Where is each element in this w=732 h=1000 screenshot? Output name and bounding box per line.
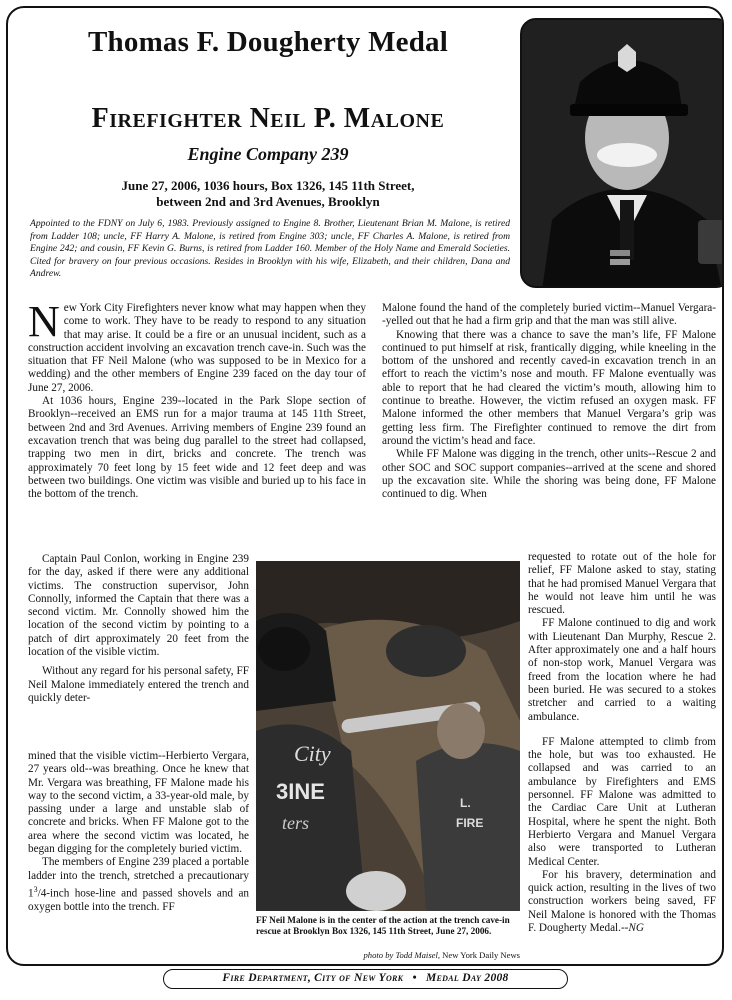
footer-event: Medal Day 2008 [426,972,509,984]
trench-rescue-image [256,561,520,911]
jacket-lettering-lower: ters [282,813,309,833]
helmet-lettering: City [294,741,331,766]
article-paragraph: FF Malone continued to dig and work with Lieutenant Dan Murphy, Rescue 2. After approximately one and a half hours of non-stop work, Manuel Vergara was freed from the location where he had been buried. He was secured to a stokes stretcher and carried to a waiting ambulance. [528,617,716,723]
rescue-photo [256,561,520,911]
photo-credit [256,950,520,960]
article-paragraph: Malone found the hand of the completely buried victim--Manuel Vergara--yelled out that he had a firm grip and that the man was still alive. [382,302,716,328]
photo-caption: FF Neil Malone is in the center of the action at the trench cave-in rescue at Brooklyn Box 1326, 145 11th Street, June 27, 2006. [256,915,510,936]
article-paragraph: FF Malone attempted to climb from the hole, but was too exhausted. He collapsed and was carried to an ambulance by Firefighters and EMS personnel. FF Malone was admitted to the Cardiac Care Unit at Lutheran Hospital, where he spent the night. Both Herbierto Vergara and Manuel Vergara also were transported to Lutheran Medical Center. [528,735,716,868]
article-column-1 [28,297,366,501]
credit-source: New York Daily News [442,950,520,960]
incident-line: between 2nd and 3rd Avenues, Brooklyn [156,194,380,209]
right-jacket-unit-lettering: L. [460,796,471,810]
article-column-1-middle [28,553,249,705]
honoree-name: Firefighter Neil P. Malone [91,103,445,134]
article-paragraph: Captain Paul Conlon, working in Engine 239 for the day, asked if there were any additional victims. The construction supervisor, John Connolly, informed the Captain that there was a second victim. Mr. Connolly showed him the location of the second victim by pointing to a patch of dirt approximately 20 feet from the location of the visible victim. [28,553,249,659]
company-name: Engine Company 239 [187,144,349,164]
article-paragraph [28,297,366,395]
biography: Appointed to the FDNY on July 6, 1983. Previously assigned to Engine 8. Brother, Lieutenant Brian M. Malone, is retired from Ladder 108; uncle, FF Harry A. Malone, is retired from Engine 303; uncle, FF Charles A. Malone, is retired from Engine 242; and cousin, FF Kevin G. Burns, is retired from Ladder 160. Member of the Holy Name and Emerald Societies. Cited for bravery on four previous occasions. Resides in Brooklyn with his wife, Elizabeth, and their children, Dana and Andrew. [30,218,510,280]
article-paragraph: At 1036 hours, Engine 239--located in the Park Slope section of Brooklyn--received an EMS run for a major trauma at 145 11th Street, between 2nd and 3rd Avenues. Arriving members of Engine 239 found an excavation trench that was being dug parallel to the street had collapsed, trapping two men in dirt, bricks and concrete. The trench was approximately 70 feet long by 15 feet wide and 12 feet deep and was between two buildings. One victim was visible and buried up to his face in the bottom of the trench. [28,395,366,501]
author-initials: NG [628,922,644,935]
paragraph-text: The members of Engine 239 placed a portable ladder into the trench, stretched a precautionary 1 [28,856,249,900]
right-jacket-lettering: FIRE [456,816,484,830]
fraction-denominator: /4 [37,887,47,900]
page-frame [6,6,724,966]
incident-details [28,178,508,210]
article-paragraph: Without any regard for his personal safety, FF Neil Malone immediately entered the trench and quickly deter- [28,665,249,704]
incident-line: June 27, 2006, 1036 hours, Box 1326, 145 11th Street, [121,178,415,193]
article-paragraph [28,856,249,914]
paragraph-text: ew York City Firefighters never know what may happen when they come to work. They have to be ready to respond to any situation that may arise. It could be a fire or an unusual incident, such as a construction accident involving an excavation trench cave-in. Such was the situation that FF Neil Malone (who was supposed to be in Mexico for a wedding) and the other members of Engine 239 faced on the day tour of June 27, 2006. [28,302,366,394]
footer-separator: • [412,972,417,984]
credit-prefix: photo by Todd Maisel, [363,950,443,960]
article-paragraph: mined that the visible victim--Herbierto Vergara, 27 years old--was breathing. Once he knew that Mr. Vergara was breathing, FF Malone made his way to the second victim, a 33-year-old male, by passing under a large and unstable slab of concrete and bricks. When FF Malone got to the area where the second victim was located, he began digging for the completely buried victim. [28,750,249,856]
drop-cap: N [28,297,60,346]
article-column-2-lower [528,551,716,935]
article-paragraph [528,869,716,935]
paragraph-text: For his bravery, determination and quick action, resulting in the lives of two construction workers being saved, FF Neil Malone is honored with the Thomas F. Dougherty Medal.-- [528,868,716,935]
article-column-1-lower [28,750,249,914]
portrait-photo [520,18,724,288]
page-footer [163,969,568,989]
footer-department: Fire Department, City of New York [222,972,404,984]
article-paragraph: While FF Malone was digging in the trench, other units--Rescue 2 and other SOC and SOC support companies--arrived at the scene and shored up the excavation site. While the shoring was being done, FF Malone continued to dig. When [382,448,716,501]
medal-title: Thomas F. Dougherty Medal [88,26,448,58]
paragraph-text: -inch hose-line and passed shovels and an oxygen bottle into the trench. FF [28,887,249,913]
firefighter-portrait-image [522,20,724,288]
article-paragraph: Knowing that there was a chance to save the man’s life, FF Malone continued to put himself at risk, frantically digging, while kneeling in the bottom of the unshored and recently caved-in excavation trench in an effort to reach the victim’s nose and mouth. FF Malone eventually was able to report that he had cleared the victim’s mouth, allowing him to continue to breathe. However, the victim refused an oxygen mask. FF Malone informed the other members that Manuel Vergara’s grip was getting less firm. The Firefighter continued to remove the dirt from around the victim’s head and face. [382,328,716,447]
article-column-2 [382,302,716,501]
fraction-numerator: 3 [33,884,38,894]
article-paragraph: requested to rotate out of the hole for relief, FF Malone asked to stay, stating that he had promised Manuel Vergara that he would not leave him until he was rescued. [528,551,716,617]
jacket-lettering: 3INE [276,779,325,804]
